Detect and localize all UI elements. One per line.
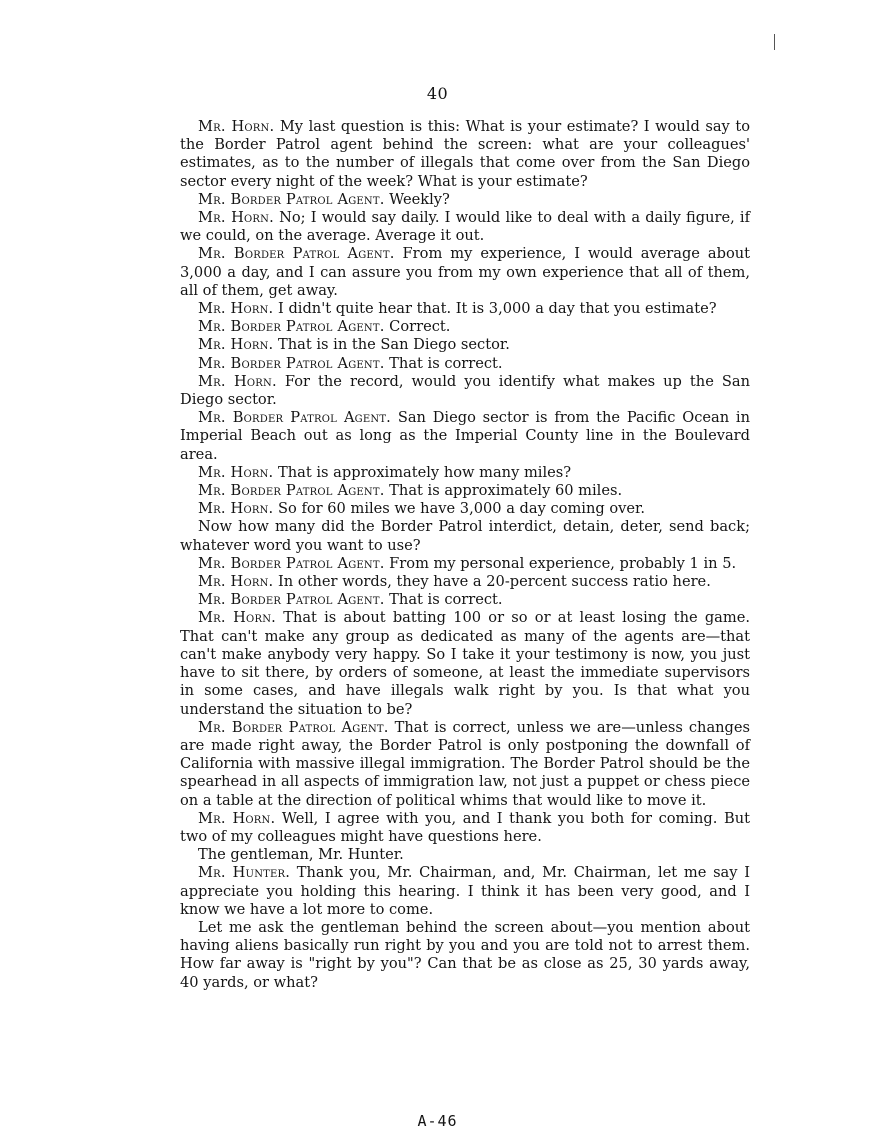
speech-text: I didn't quite hear that. It is 3,000 a day that you estimate? bbox=[273, 300, 717, 318]
transcript-paragraph bbox=[180, 864, 750, 919]
transcript-paragraph bbox=[180, 209, 750, 245]
transcript-paragraph bbox=[180, 118, 750, 191]
speech-text: That is correct. bbox=[384, 591, 503, 609]
speaker-name: Mr. Horn. bbox=[198, 500, 274, 518]
speech-text: No; I would say daily. I would like to deal with a daily figure, if we could, on the average. Average it out. bbox=[180, 209, 750, 245]
speech-text: Well, I agree with you, and I thank you both for coming. But two of my colleagues might have questions here. bbox=[180, 809, 750, 845]
speech-text: In other words, they have a 20-percent success ratio here. bbox=[273, 573, 711, 591]
speech-text: Correct. bbox=[384, 318, 451, 336]
transcript-paragraph bbox=[180, 719, 750, 810]
speaker-name: Mr. Border Patrol Agent. bbox=[198, 190, 385, 208]
speech-text: Now how many did the Border Patrol interdict, detain, deter, send back; whatever word you want to use? bbox=[180, 518, 750, 554]
speech-text: The gentleman, Mr. Hunter. bbox=[198, 846, 404, 864]
speaker-name: Mr. Border Patrol Agent. bbox=[198, 354, 385, 372]
speech-text: Thank you, Mr. Chairman, and, Mr. Chairman, let me say I appreciate you holding this hearing. I think it has been very good, and I know we have a lot more to come. bbox=[180, 864, 750, 918]
speaker-name: Mr. Horn. bbox=[198, 118, 275, 135]
speech-text: That is about batting 100 or so or at least losing the game. That can't make any group as dedicated as many of the agents are—that can't make anybody very happy. So I take it your testimony is now, you just have to sit there, by orders of someone, at least the immediate supervisors in some cases, and have illegals walk right by you. Is that what you understand the situation to be? bbox=[180, 609, 750, 718]
speaker-name: Mr. Horn. bbox=[198, 809, 276, 827]
speaker-name: Mr. Border Patrol Agent. bbox=[198, 718, 389, 736]
speech-text: That is correct. bbox=[384, 354, 503, 372]
transcript-paragraph bbox=[180, 191, 750, 209]
transcript-paragraph bbox=[180, 355, 750, 373]
speech-text: From my experience, I would average about 3,000 a day, and I can assure you from my own experience that all of them, all of them, get away. bbox=[180, 245, 750, 299]
transcript-paragraph bbox=[180, 318, 750, 336]
speaker-name: Mr. Horn. bbox=[198, 573, 274, 591]
speech-text: San Diego sector is from the Pacific Ocean in Imperial Beach out as long as the Imperial County line in the Boulevard area. bbox=[180, 409, 750, 463]
page-footer-code: A-46 bbox=[417, 1112, 458, 1130]
speech-text: Weekly? bbox=[384, 190, 450, 208]
speaker-name: Mr. Horn. bbox=[198, 209, 274, 227]
transcript-paragraph bbox=[180, 373, 750, 409]
transcript-paragraph bbox=[180, 609, 750, 718]
speech-text: From my personal experience, probably 1 in 5. bbox=[384, 554, 737, 572]
speaker-name: Mr. Border Patrol Agent. bbox=[198, 482, 385, 500]
transcript-paragraph bbox=[180, 555, 750, 573]
speech-text: That is approximately how many miles? bbox=[273, 463, 572, 481]
hearing-transcript bbox=[180, 118, 750, 992]
speaker-name: Mr. Horn. bbox=[198, 336, 274, 354]
transcript-paragraph bbox=[180, 245, 750, 300]
transcript-paragraph bbox=[180, 518, 750, 554]
transcript-paragraph bbox=[180, 300, 750, 318]
speaker-name: Mr. Horn. bbox=[198, 463, 274, 481]
speech-text: Let me ask the gentleman behind the screen about—you mention about having aliens basically run right by you and you are told not to arrest them. How far away is "right by you"? Can that be as close as 25, 30 yards away, 40 yards, or what? bbox=[180, 918, 750, 991]
speaker-name: Mr. Border Patrol Agent. bbox=[198, 245, 395, 263]
page-number: 40 bbox=[426, 84, 449, 103]
speaker-name: Mr. Border Patrol Agent. bbox=[198, 318, 385, 336]
speech-text: For the record, would you identify what makes up the San Diego sector. bbox=[180, 372, 750, 409]
speaker-name: Mr. Horn. bbox=[198, 372, 277, 390]
speech-text: That is in the San Diego sector. bbox=[273, 336, 510, 354]
speaker-name: Mr. Hunter. bbox=[198, 864, 291, 882]
speech-text: So for 60 miles we have 3,000 a day coming over. bbox=[273, 500, 646, 518]
transcript-paragraph bbox=[180, 919, 750, 992]
speech-text: My last question is this: What is your estimate? I would say to the Border Patrol agent behind the screen: what are your colleagues' estimates, as to the number of illegals that come over from the San Diego sector every night of the week? What is your estimate? bbox=[180, 118, 750, 190]
speaker-name: Mr. Horn. bbox=[198, 300, 274, 318]
transcript-paragraph bbox=[180, 409, 750, 464]
speaker-name: Mr. Horn. bbox=[198, 609, 276, 627]
transcript-paragraph bbox=[180, 846, 750, 864]
speaker-name: Mr. Border Patrol Agent. bbox=[198, 409, 392, 427]
transcript-paragraph bbox=[180, 500, 750, 518]
transcript-paragraph bbox=[180, 336, 750, 354]
speaker-name: Mr. Border Patrol Agent. bbox=[198, 554, 385, 572]
margin-mark bbox=[774, 34, 775, 50]
transcript-paragraph bbox=[180, 591, 750, 609]
speaker-name: Mr. Border Patrol Agent. bbox=[198, 591, 385, 609]
transcript-paragraph bbox=[180, 810, 750, 846]
transcript-paragraph bbox=[180, 464, 750, 482]
transcript-paragraph bbox=[180, 482, 750, 500]
speech-text: That is approximately 60 miles. bbox=[384, 482, 623, 500]
speech-text: That is correct, unless we are—unless changes are made right away, the Border Patrol is only postponing the downfall of California with massive illegal immigration. The Border Patrol should be the spearhead in all aspects of immigration law, not just a puppet or chess piece on a table at the direction of political whims that would like to move it. bbox=[180, 718, 751, 809]
transcript-paragraph bbox=[180, 573, 750, 591]
